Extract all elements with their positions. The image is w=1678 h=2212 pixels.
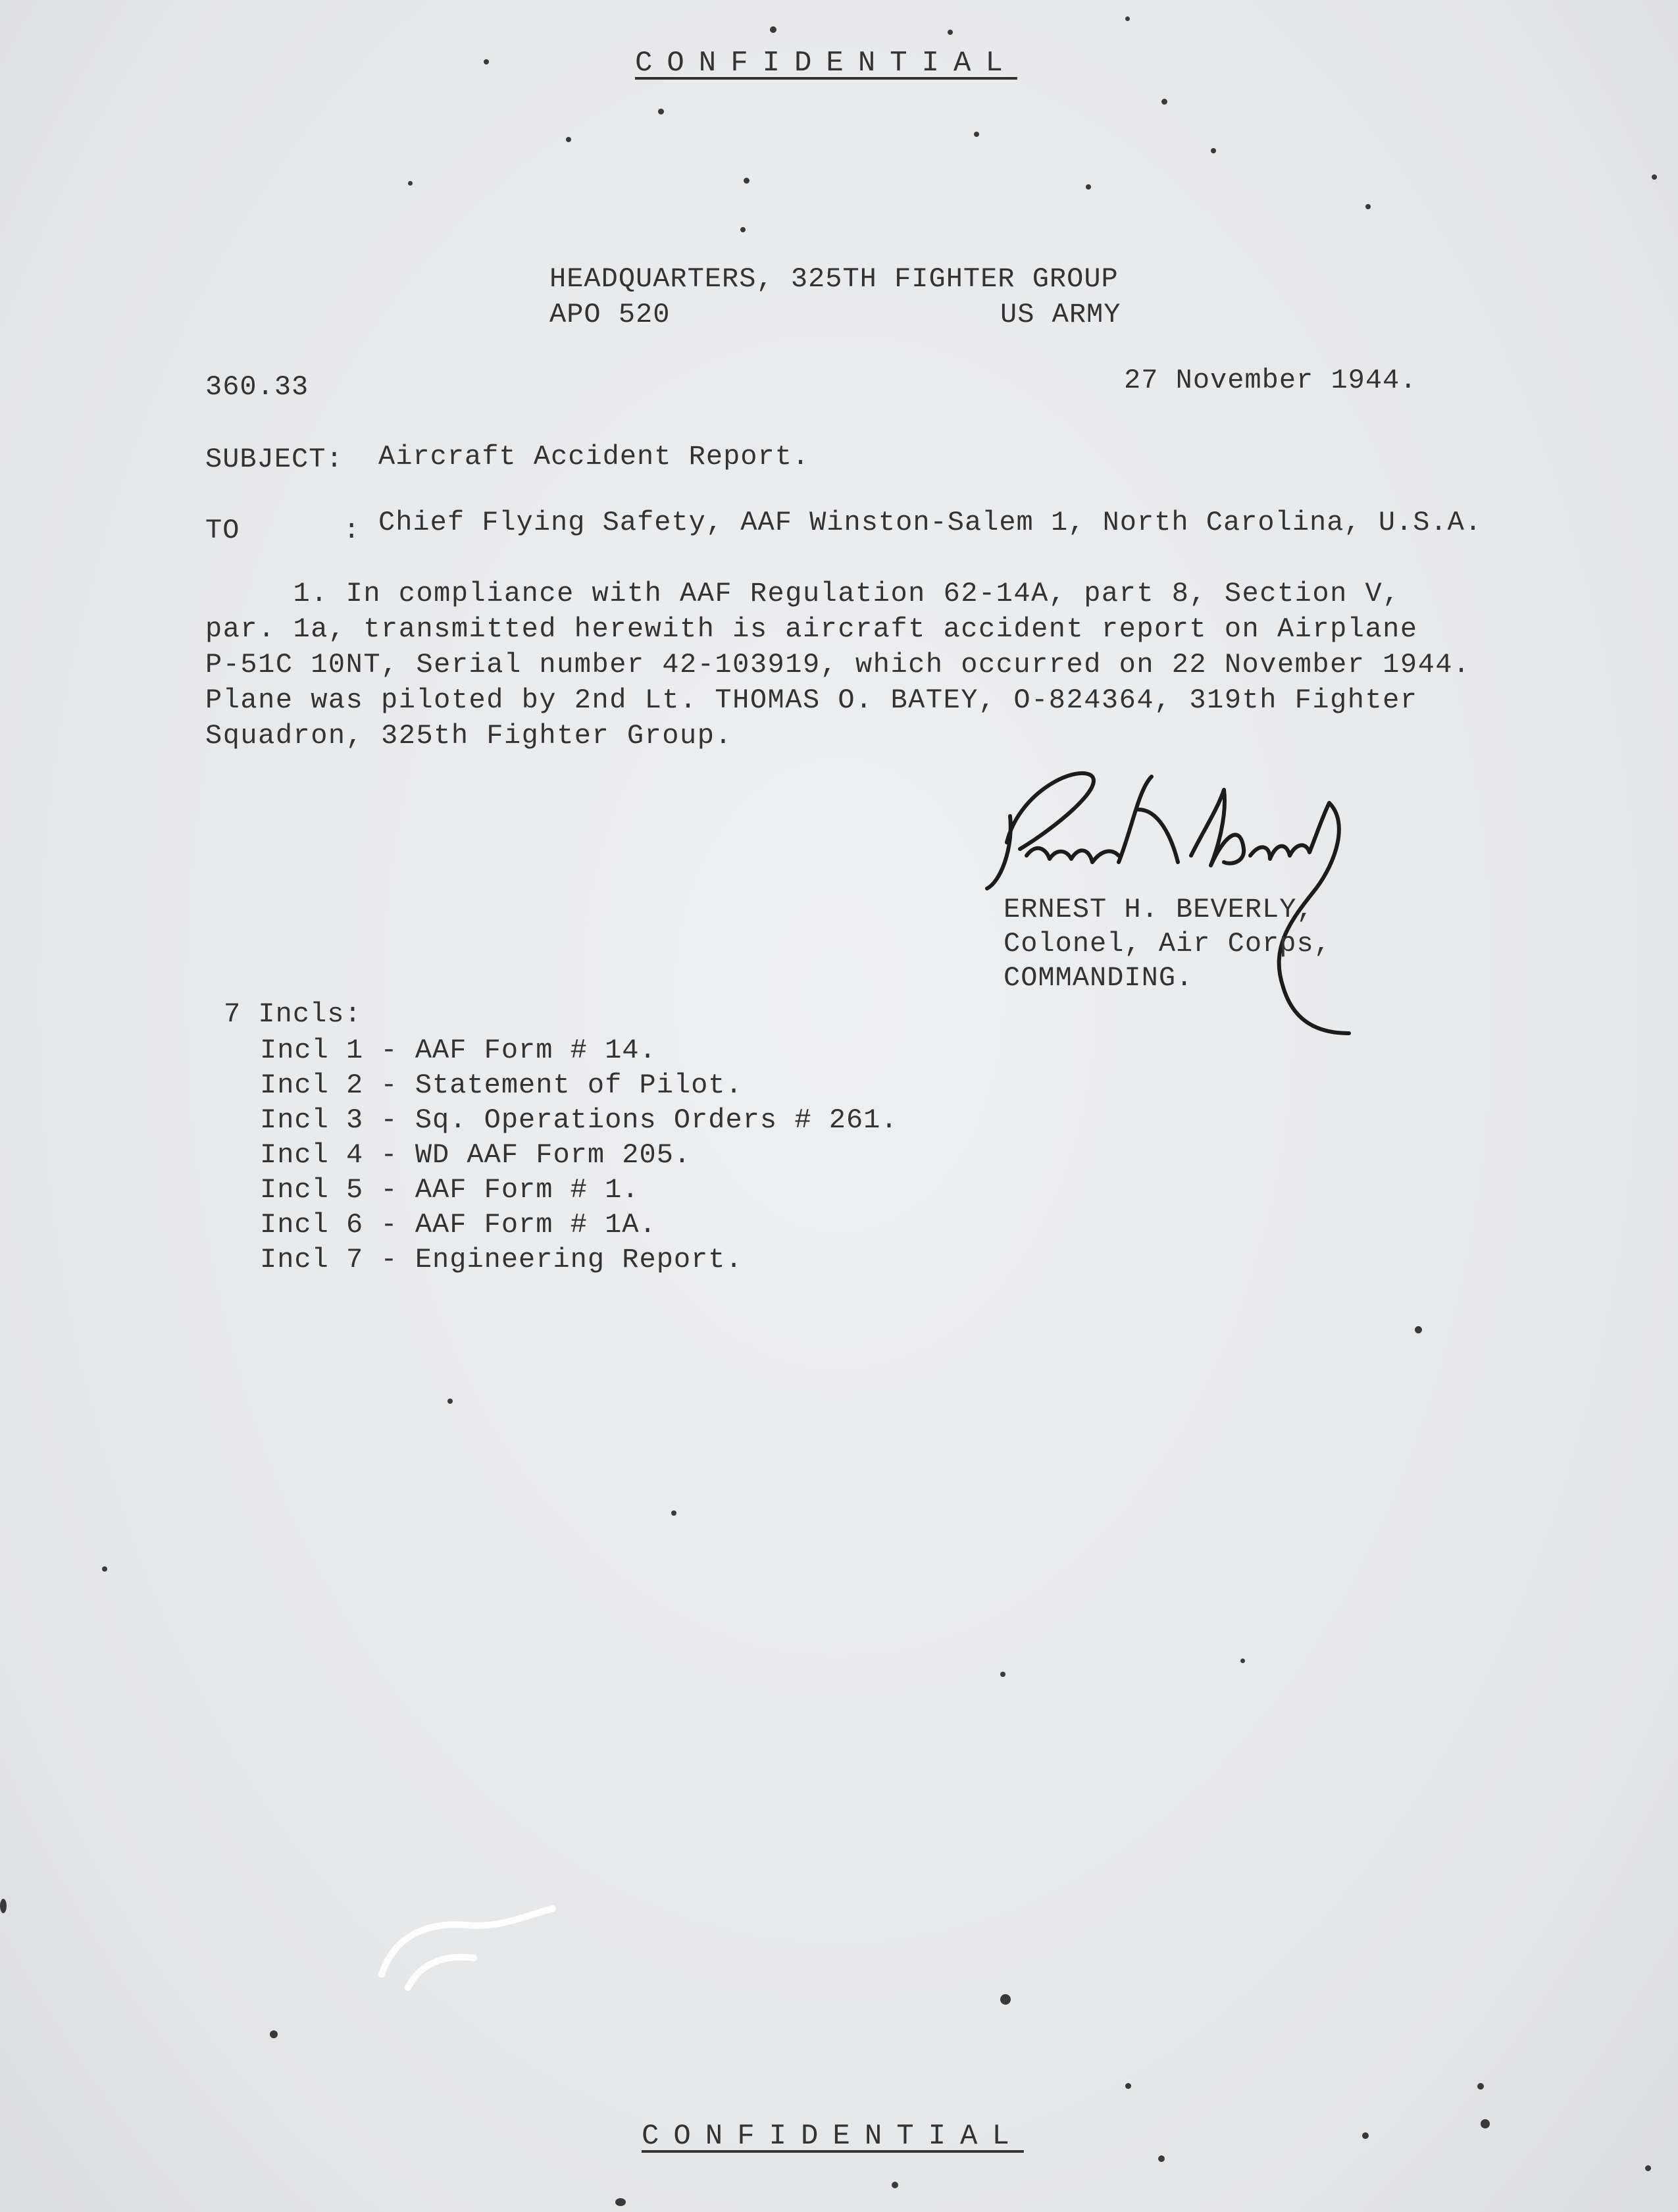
paper-smudge: [369, 1895, 566, 2007]
speck: [270, 2030, 278, 2038]
speck: [1211, 148, 1216, 153]
signer-rank: Colonel, Air Corps,: [1004, 928, 1331, 960]
inclosures-label: 7 Incls:: [224, 998, 362, 1030]
speck: [1125, 16, 1130, 21]
signer-name: ERNEST H. BEVERLY,: [1004, 894, 1314, 925]
speck: [1000, 1994, 1011, 2005]
speck: [447, 1399, 453, 1404]
classification-mark-bottom: CONFIDENTIAL: [642, 2120, 1024, 2153]
list-item: Incl 6 - AAF Form # 1A.: [260, 1209, 657, 1241]
to-label: TO :: [205, 515, 361, 546]
speck: [948, 30, 953, 35]
speck: [566, 137, 571, 142]
body-line: P-51C 10NT, Serial number 42-103919, which occurred on 22 November 1944.: [205, 649, 1471, 681]
body-line: Plane was piloted by 2nd Lt. THOMAS O. BATEY, O-824364, 319th Fighter: [205, 684, 1418, 716]
body-line: 1. In compliance with AAF Regulation 62-14A, part 8, Section V,: [205, 578, 1400, 609]
header-unit: HEADQUARTERS, 325TH FIGHTER GROUP: [549, 263, 1119, 295]
list-item: Incl 2 - Statement of Pilot.: [260, 1069, 743, 1101]
header-apo: APO 520: [549, 299, 671, 330]
speck: [892, 2182, 898, 2188]
list-item: Incl 4 - WD AAF Form 205.: [260, 1139, 692, 1171]
speck: [1477, 2083, 1484, 2090]
speck: [1086, 184, 1091, 190]
speck: [770, 26, 776, 33]
header-army: US ARMY: [1000, 299, 1121, 330]
body-line: Squadron, 325th Fighter Group.: [205, 720, 733, 752]
speck: [1240, 1659, 1245, 1663]
speck: [658, 109, 664, 115]
speck: [102, 1566, 107, 1572]
speck: [974, 132, 979, 137]
speck: [1161, 99, 1167, 105]
speck: [671, 1510, 676, 1516]
list-item: Incl 5 - AAF Form # 1.: [260, 1174, 640, 1206]
speck: [1652, 174, 1657, 180]
speck: [1365, 204, 1371, 209]
speck: [744, 178, 750, 184]
speck: [1362, 2132, 1369, 2139]
speck: [0, 1899, 7, 1913]
subject-text: Aircraft Accident Report.: [378, 441, 810, 473]
subject-label: SUBJECT:: [205, 444, 343, 475]
speck: [1125, 2083, 1131, 2089]
classification-mark-top: CONFIDENTIAL: [635, 47, 1017, 80]
speck: [1481, 2119, 1490, 2128]
speck: [484, 59, 489, 64]
document-date: 27 November 1944.: [1124, 365, 1417, 396]
speck: [1000, 1672, 1005, 1677]
speck: [615, 2198, 626, 2206]
to-text: Chief Flying Safety, AAF Winston-Salem 1, North Carolina, U.S.A.: [378, 507, 1483, 538]
list-item: Incl 3 - Sq. Operations Orders # 261.: [260, 1104, 898, 1136]
list-item: Incl 1 - AAF Form # 14.: [260, 1035, 657, 1066]
speck: [1645, 2165, 1651, 2171]
speck: [740, 227, 746, 232]
signer-title: COMMANDING.: [1004, 962, 1194, 994]
list-item: Incl 7 - Engineering Report.: [260, 1244, 743, 1275]
body-line: par. 1a, transmitted herewith is aircraft accident report on Airplane: [205, 613, 1418, 645]
file-number: 360.33: [205, 371, 309, 403]
speck: [408, 181, 413, 186]
speck: [1158, 2155, 1165, 2162]
speck: [1415, 1326, 1422, 1333]
